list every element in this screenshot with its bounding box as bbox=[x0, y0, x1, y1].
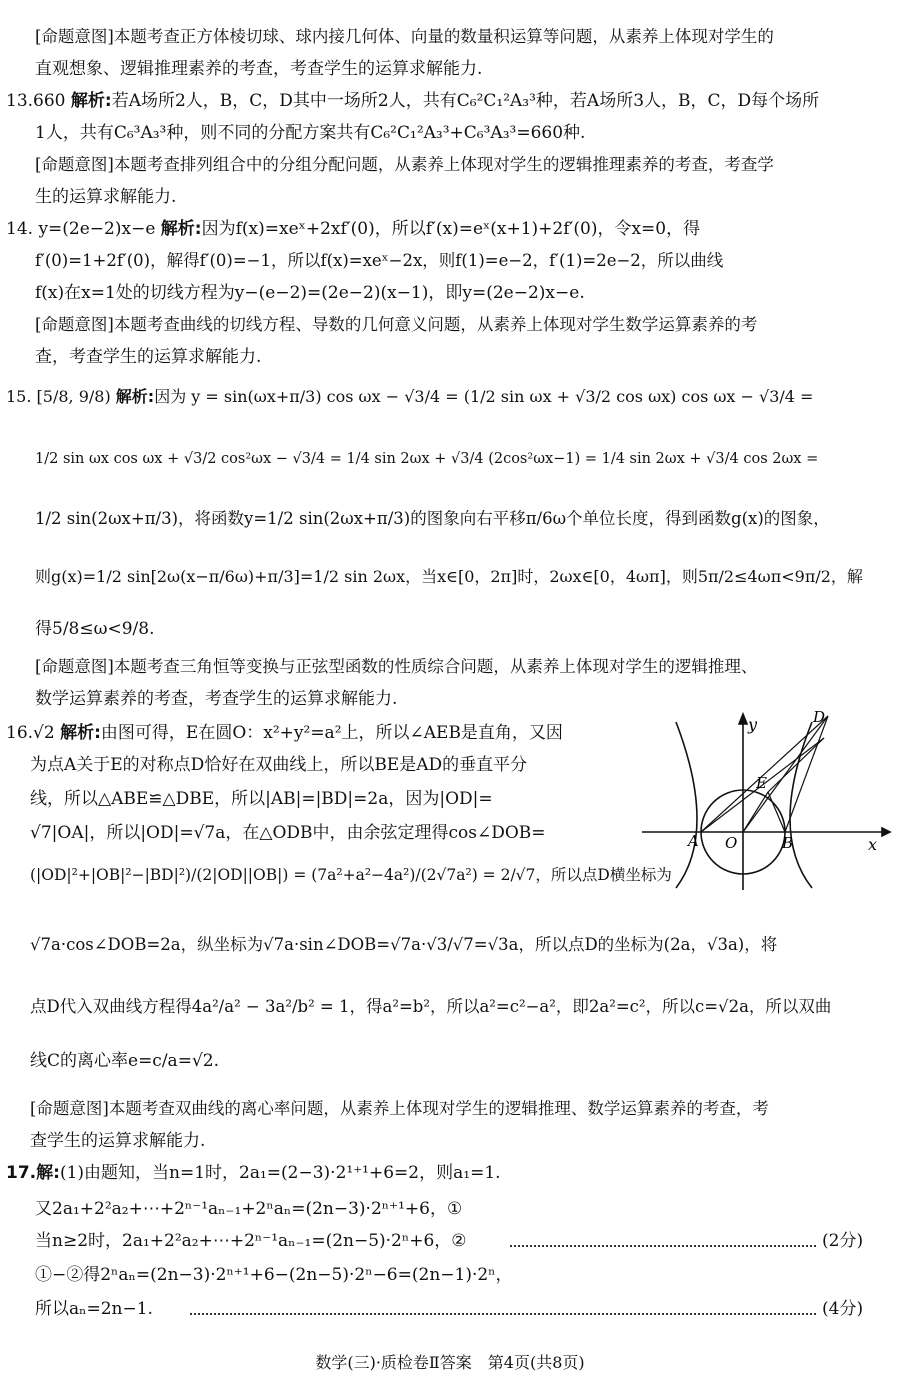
q17-line3: 当n≥2时，2a₁+2²a₂+⋯+2ⁿ⁻¹aₙ₋₁=(2n−5)·2ⁿ+6，② bbox=[35, 1231, 467, 1251]
label-b: B bbox=[782, 834, 794, 852]
dotted-leader bbox=[510, 1245, 816, 1247]
q17-score-2: (2分) bbox=[822, 1231, 864, 1251]
q13-line1 bbox=[6, 90, 819, 112]
label-y: y bbox=[748, 715, 758, 734]
q16-line1 bbox=[6, 722, 563, 744]
label-o: O bbox=[725, 834, 738, 852]
label-x: x bbox=[868, 835, 878, 854]
hyperbola-figure bbox=[636, 710, 892, 894]
q14-answer: 14. y=(2e−2)x−e bbox=[6, 219, 156, 239]
q13-intent-line2: 生的运算求解能力. bbox=[35, 187, 177, 207]
q17-score-4: (4分) bbox=[822, 1299, 864, 1319]
q15-line1 bbox=[6, 386, 813, 408]
q15-intent-line1: [命题意图]本题考查三角恒等变换与正弦型函数的性质综合问题，从素养上体现对学生的逻辑推理、 bbox=[35, 657, 758, 676]
segment-be bbox=[768, 792, 785, 832]
q16-intent-line1: [命题意图]本题考查双曲线的离心率问题，从素养上体现对学生的逻辑推理、数学运算素养的考查，考 bbox=[30, 1099, 769, 1118]
q12-intent-line2: 直观想象、逻辑推理素养的考查，考查学生的运算求解能力. bbox=[35, 59, 483, 79]
q17-line4: ①−②得2ⁿaₙ=(2n−3)·2ⁿ⁺¹+6−(2n−5)·2ⁿ−6=(2n−1)·2ⁿ， bbox=[35, 1265, 513, 1285]
q14-line3: f(x)在x=1处的切线方程为y−(e−2)=(2e−2)(x−1)，即y=(2e−2)x−e. bbox=[35, 283, 585, 303]
q17-line2: 又2a₁+2²a₂+⋯+2ⁿ⁻¹aₙ₋₁+2ⁿaₙ=(2n−3)·2ⁿ⁺¹+6，① bbox=[35, 1199, 463, 1219]
q14-text-a: 因为f(x)=xeˣ+2xf′(0)，所以f′(x)=eˣ(x+1)+2f′(0)，令x=0，得 bbox=[201, 219, 701, 239]
q15-line4: 则g(x)=1/2 sin[2ω(x−π/6ω)+π/3]=1/2 sin 2ωx，当x∈[0，2π]时，2ωx∈[0，4ωπ]，则5π/2≤4ωπ<9π/2，解 bbox=[35, 567, 863, 586]
q16-line7: 点D代入双曲线方程得4a²/a² − 3a²/b² = 1，得a²=b²，所以a²=c²−a²，即2a²=c²，所以c=√2a，所以双曲 bbox=[30, 997, 832, 1016]
label-d: D bbox=[813, 710, 826, 726]
q17-solution-label: 解: bbox=[36, 1163, 60, 1183]
q16-line4: √7|OA|，所以|OD|=√7a，在△ODB中，由余弦定理得cos∠DOB= bbox=[30, 823, 546, 843]
q14-intent-line1: [命题意图]本题考查曲线的切线方程、导数的几何意义问题，从素养上体现对学生数学运算素养的考 bbox=[35, 315, 758, 334]
q14-analysis-label: 解析: bbox=[160, 219, 202, 239]
y-axis-arrow-icon bbox=[739, 714, 747, 724]
q16-analysis-label: 解析: bbox=[60, 723, 101, 743]
q14-intent-line2: 查，考查学生的运算求解能力. bbox=[35, 347, 262, 367]
q16-line8: 线C的离心率e=c/a=√2. bbox=[30, 1051, 219, 1071]
label-e: E bbox=[756, 774, 767, 792]
hyperbola-left-branch bbox=[676, 722, 697, 888]
q15-text-a: 因为 y = sin(ωx+π/3) cos ωx − √3/4 = (1/2 sin ωx + √3/2 cos ωx) cos ωx − √3/4 = bbox=[154, 387, 814, 406]
q15-line5: 得5/8≤ω<9/8. bbox=[35, 619, 155, 639]
q17-line5: 所以aₙ=2n−1. bbox=[35, 1299, 153, 1319]
q17-number: 17. bbox=[6, 1163, 37, 1183]
q14-line1 bbox=[6, 218, 700, 240]
q15-answer: 15. [5/8, 9/8) bbox=[6, 387, 111, 406]
q13-intent-line1: [命题意图]本题考查排列组合中的分组分配问题，从素养上体现对学生的逻辑推理素养的考查，考查学 bbox=[35, 155, 774, 174]
q15-line3: 1/2 sin(2ωx+π/3)，将函数y=1/2 sin(2ωx+π/3)的图象向右平移π/6ω个单位长度，得到函数g(x)的图象， bbox=[35, 509, 830, 528]
q16-answer: 16.√2 bbox=[6, 723, 55, 743]
q17-text-a: (1)由题知，当n=1时，2a₁=(2−3)·2¹⁺¹+6=2，则a₁=1. bbox=[59, 1163, 501, 1183]
dotted-leader bbox=[190, 1313, 816, 1315]
segment-bd bbox=[785, 716, 828, 832]
q13-text-a: 若A场所2人，B，C，D其中一场所2人，共有C₆²C₁²A₃³种，若A场所3人，B，C，D每个场所 bbox=[111, 91, 820, 111]
segment-oe bbox=[743, 792, 768, 832]
x-axis-arrow-icon bbox=[882, 828, 890, 836]
q15-analysis-label: 解析: bbox=[115, 387, 155, 406]
q16-line2: 为点A关于E的对称点D恰好在双曲线上，所以BE是AD的垂直平分 bbox=[30, 755, 528, 775]
q14-line2: f′(0)=1+2f′(0)，解得f′(0)=−1，所以f(x)=xeˣ−2x，则f(1)=e−2，f′(1)=2e−2，所以曲线 bbox=[35, 251, 724, 270]
q13-answer: 13.660 bbox=[6, 91, 66, 111]
q12-intent-line1: [命题意图]本题考查正方体棱切球、球内接几何体、向量的数量积运算等问题，从素养上体现对学生的 bbox=[35, 27, 774, 46]
q16-text-a: 由图可得，E在圆O：x²+y²=a²上，所以∠AEB是直角，又因 bbox=[100, 723, 563, 743]
label-a: A bbox=[688, 832, 699, 850]
segment-e-d2 bbox=[768, 738, 824, 792]
q16-line6: √7a·cos∠DOB=2a，纵坐标为√7a·sin∠DOB=√7a·√3/√7=√3a，所以点D的坐标为(2a，√3a)，将 bbox=[30, 935, 778, 954]
q13-line2: 1人，共有C₆³A₃³种，则不同的分配方案共有C₆²C₁²A₃³+C₆³A₃³=660种. bbox=[35, 123, 586, 143]
q16-intent-line2: 查学生的运算求解能力. bbox=[30, 1131, 206, 1151]
q13-analysis-label: 解析: bbox=[70, 91, 112, 111]
q17-line1 bbox=[6, 1162, 501, 1184]
q16-line5: (|OD|²+|OB|²−|BD|²)/(2|OD||OB|) = (7a²+a²−4a²)/(2√7a²) = 2/√7，所以点D横坐标为 bbox=[30, 866, 672, 884]
q15-line2: 1/2 sin ωx cos ωx + √3/2 cos²ωx − √3/4 = 1/4 sin 2ωx + √3/4 (2cos²ωx−1) = 1/4 sin 2ωx + √3/4 cos 2ωx = bbox=[35, 451, 819, 467]
q16-line3: 线，所以△ABE≌△DBE，所以|AB|=|BD|=2a，因为|OD|= bbox=[30, 789, 493, 809]
q15-intent-line2: 数学运算素养的考查，考查学生的运算求解能力. bbox=[35, 689, 398, 709]
page-footer: 数学(三)·质检卷Ⅱ答案 第4页(共8页) bbox=[315, 1353, 585, 1372]
